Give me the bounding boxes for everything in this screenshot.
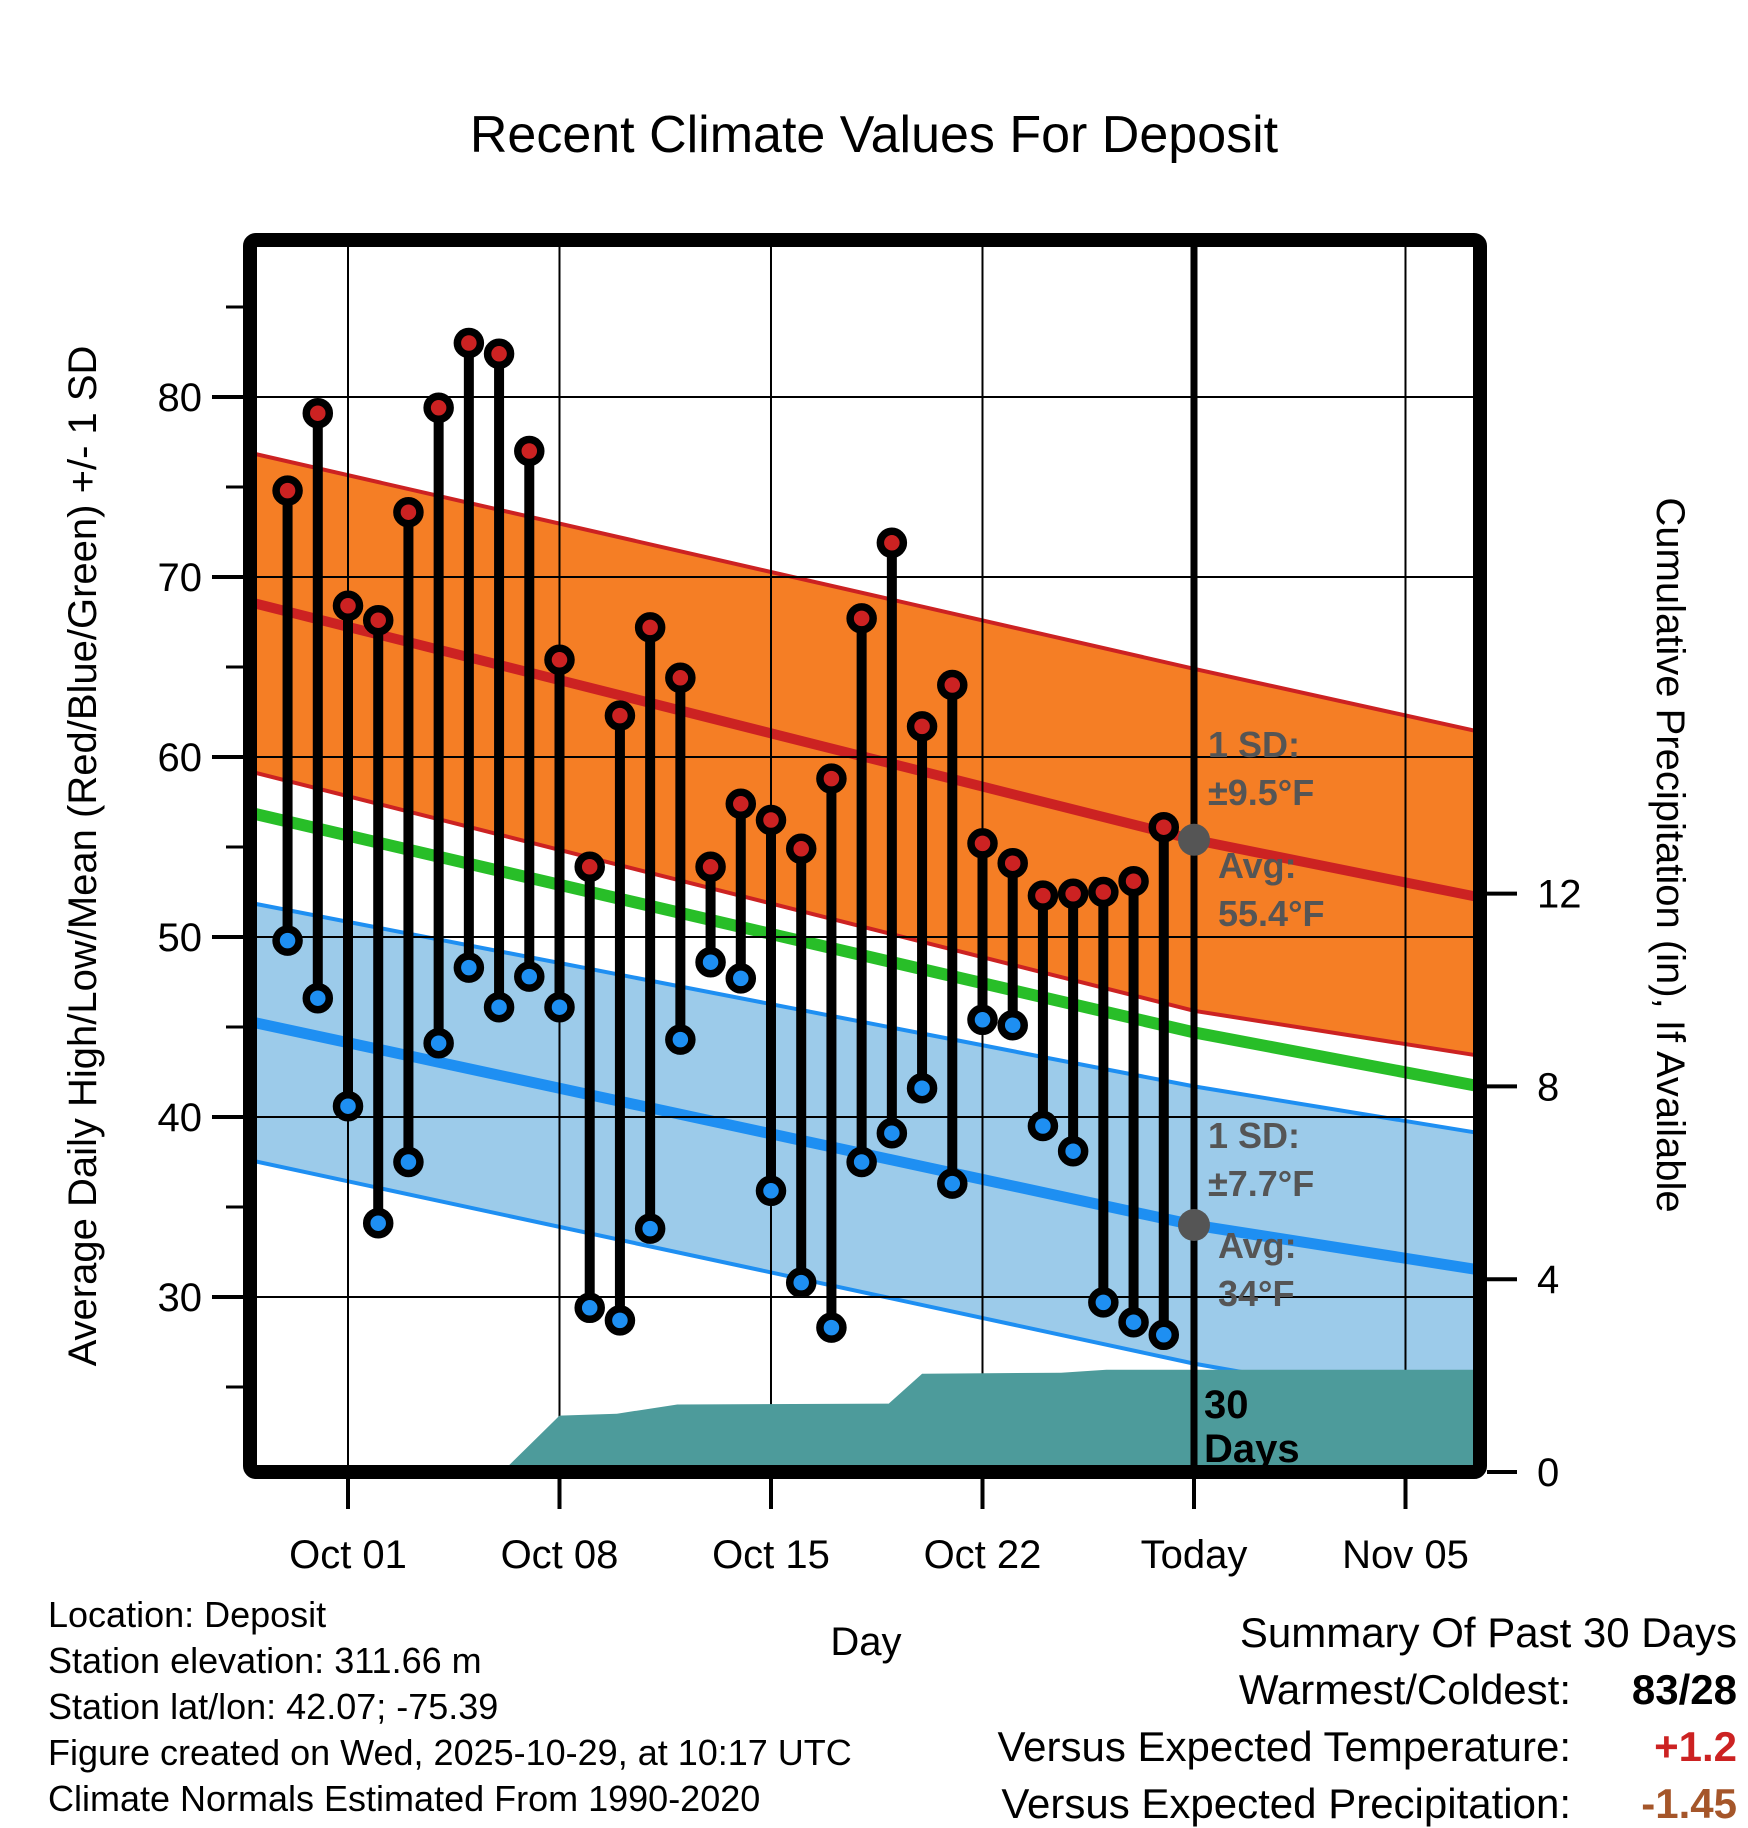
chart-title: Recent Climate Values For Deposit bbox=[469, 106, 1279, 164]
y-left-tick-label: 80 bbox=[157, 376, 202, 420]
low-dot-oct-11 bbox=[639, 1217, 662, 1240]
y-left-tick-label: 50 bbox=[157, 916, 202, 960]
y-left-axis-title: Average Daily High/Low/Mean (Red/Blue/Green) +/- 1 SD bbox=[61, 345, 105, 1367]
high-avg-value: 55.4°F bbox=[1218, 893, 1325, 934]
figure-metadata bbox=[48, 1592, 852, 1822]
low-dot-oct-04 bbox=[427, 1032, 450, 1055]
low-avg-value: 34°F bbox=[1218, 1273, 1295, 1314]
metadata-location: Location: Deposit bbox=[48, 1594, 327, 1635]
high-dot-oct-08 bbox=[548, 648, 571, 671]
high-dot-oct-12 bbox=[669, 666, 692, 689]
x-axis-tick-label: Oct 08 bbox=[500, 1533, 619, 1577]
low-dot-oct-10 bbox=[608, 1309, 631, 1332]
high-dot-oct-27 bbox=[1122, 870, 1145, 893]
high-dot-oct-13 bbox=[699, 855, 722, 878]
expected-low-avg-dot bbox=[1178, 1209, 1210, 1241]
period-label-30: 30 bbox=[1204, 1383, 1249, 1427]
low-sd-annotation: 1 SD: bbox=[1208, 1115, 1301, 1156]
period-label-days: Days bbox=[1204, 1427, 1300, 1471]
low-dot-oct-27 bbox=[1122, 1311, 1145, 1334]
x-axis-tick-label: Nov 05 bbox=[1342, 1533, 1469, 1577]
low-dot-oct-26 bbox=[1092, 1291, 1115, 1314]
high-dot-oct-28 bbox=[1152, 816, 1175, 839]
x-axis-tick-label: Oct 01 bbox=[289, 1533, 407, 1577]
summary-row-vs-precipitation bbox=[997, 1775, 1737, 1828]
high-dot-oct-19 bbox=[880, 531, 903, 554]
high-dot-oct-15 bbox=[759, 809, 782, 832]
low-dot-oct-13 bbox=[699, 951, 722, 974]
low-dot-oct-24 bbox=[1031, 1115, 1054, 1138]
low-dot-oct-01 bbox=[337, 1095, 360, 1118]
high-dot-oct-21 bbox=[941, 674, 964, 697]
y-left-tick-label: 40 bbox=[157, 1096, 202, 1140]
high-dot-oct-07 bbox=[518, 440, 541, 463]
metadata-created: Figure created on Wed, 2025-10-29, at 10:17 UTC bbox=[48, 1732, 852, 1773]
high-dot-oct-11 bbox=[639, 616, 662, 639]
x-axis-tick-label: Oct 15 bbox=[712, 1533, 830, 1577]
high-dot-oct-24 bbox=[1031, 884, 1054, 907]
low-dot-oct-14 bbox=[729, 967, 752, 990]
summary-row-warmest-coldest bbox=[997, 1661, 1737, 1718]
high-dot-oct-03 bbox=[397, 501, 420, 524]
metadata-latlon: Station lat/lon: 42.07; -75.39 bbox=[48, 1686, 499, 1727]
high-dot-oct-26 bbox=[1092, 881, 1115, 904]
high-dot-oct-16 bbox=[790, 837, 813, 860]
high-dot-sep-29 bbox=[276, 479, 299, 502]
high-dot-oct-18 bbox=[850, 607, 873, 630]
low-dot-oct-20 bbox=[911, 1077, 934, 1100]
low-dot-oct-28 bbox=[1152, 1323, 1175, 1346]
high-avg-annotation: Avg: bbox=[1218, 845, 1297, 886]
x-axis-tick-label: Today bbox=[1140, 1533, 1248, 1577]
summary-label: Versus Expected Temperature: bbox=[997, 1723, 1571, 1770]
low-dot-oct-06 bbox=[488, 996, 511, 1019]
summary-title: Summary Of Past 30 Days bbox=[1239, 1609, 1737, 1656]
low-dot-oct-08 bbox=[548, 996, 571, 1019]
cumulative-precip-area bbox=[502, 1370, 1480, 1472]
low-dot-oct-21 bbox=[941, 1172, 964, 1195]
y-left-tick-label: 60 bbox=[157, 736, 202, 780]
high-dot-oct-14 bbox=[729, 792, 752, 815]
low-dot-oct-17 bbox=[820, 1316, 843, 1339]
low-dot-oct-22 bbox=[971, 1008, 994, 1031]
high-dot-oct-22 bbox=[971, 832, 994, 855]
low-sd-value: ±7.7°F bbox=[1208, 1163, 1315, 1204]
high-dot-oct-06 bbox=[488, 342, 511, 365]
low-dot-sep-30 bbox=[306, 987, 329, 1010]
high-dot-oct-05 bbox=[457, 332, 480, 355]
precip-area-layer bbox=[502, 1370, 1480, 1472]
high-dot-oct-02 bbox=[367, 609, 390, 632]
x-axis-tick-label: Oct 22 bbox=[923, 1533, 1042, 1577]
low-dot-oct-16 bbox=[790, 1271, 813, 1294]
y-left-tick-label: 30 bbox=[157, 1276, 202, 1320]
low-dot-oct-02 bbox=[367, 1212, 390, 1235]
low-dot-sep-29 bbox=[276, 929, 299, 952]
high-dot-oct-10 bbox=[608, 704, 631, 727]
low-dot-oct-12 bbox=[669, 1028, 692, 1051]
x-axis-title: Day bbox=[830, 1620, 902, 1664]
high-sd-value: ±9.5°F bbox=[1208, 772, 1315, 813]
y-right-tick-label: 8 bbox=[1537, 1065, 1560, 1110]
high-dot-oct-01 bbox=[337, 594, 360, 617]
y-right-axis-title: Cumulative Precipitation (in), If Available bbox=[1648, 497, 1692, 1213]
high-dot-oct-20 bbox=[911, 715, 934, 738]
low-dot-oct-15 bbox=[759, 1179, 782, 1202]
low-dot-oct-19 bbox=[880, 1122, 903, 1145]
high-sd-annotation: 1 SD: bbox=[1208, 724, 1301, 765]
low-dot-oct-05 bbox=[457, 956, 480, 979]
high-dot-oct-17 bbox=[820, 767, 843, 790]
high-dot-oct-04 bbox=[427, 396, 450, 419]
y-left-tick-label: 70 bbox=[157, 556, 202, 600]
high-dot-oct-09 bbox=[578, 855, 601, 878]
high-dot-sep-30 bbox=[306, 402, 329, 425]
summary-panel bbox=[997, 1604, 1737, 1828]
low-dot-oct-18 bbox=[850, 1151, 873, 1174]
high-dot-oct-23 bbox=[1001, 852, 1024, 875]
low-dot-oct-07 bbox=[518, 965, 541, 988]
low-dot-oct-03 bbox=[397, 1151, 420, 1174]
low-dot-oct-23 bbox=[1001, 1014, 1024, 1037]
metadata-normals: Climate Normals Estimated From 1990-2020 bbox=[48, 1778, 761, 1819]
y-right-tick-label: 12 bbox=[1537, 872, 1582, 917]
low-avg-annotation: Avg: bbox=[1218, 1225, 1297, 1266]
summary-value: +1.2 bbox=[1654, 1723, 1737, 1770]
metadata-elevation: Station elevation: 311.66 m bbox=[48, 1640, 482, 1681]
low-dot-oct-25 bbox=[1062, 1140, 1085, 1163]
summary-value: 83/28 bbox=[1631, 1666, 1737, 1713]
summary-value: -1.45 bbox=[1641, 1780, 1737, 1827]
summary-row-vs-temperature bbox=[997, 1718, 1737, 1775]
expected-high-avg-dot bbox=[1178, 824, 1210, 856]
low-dot-oct-09 bbox=[578, 1296, 601, 1319]
y-right-tick-label: 0 bbox=[1537, 1451, 1560, 1495]
y-right-tick-label: 4 bbox=[1537, 1258, 1560, 1303]
summary-label: Warmest/Coldest: bbox=[1238, 1666, 1571, 1713]
high-dot-oct-25 bbox=[1062, 882, 1085, 905]
summary-label: Versus Expected Precipitation: bbox=[1001, 1780, 1571, 1827]
